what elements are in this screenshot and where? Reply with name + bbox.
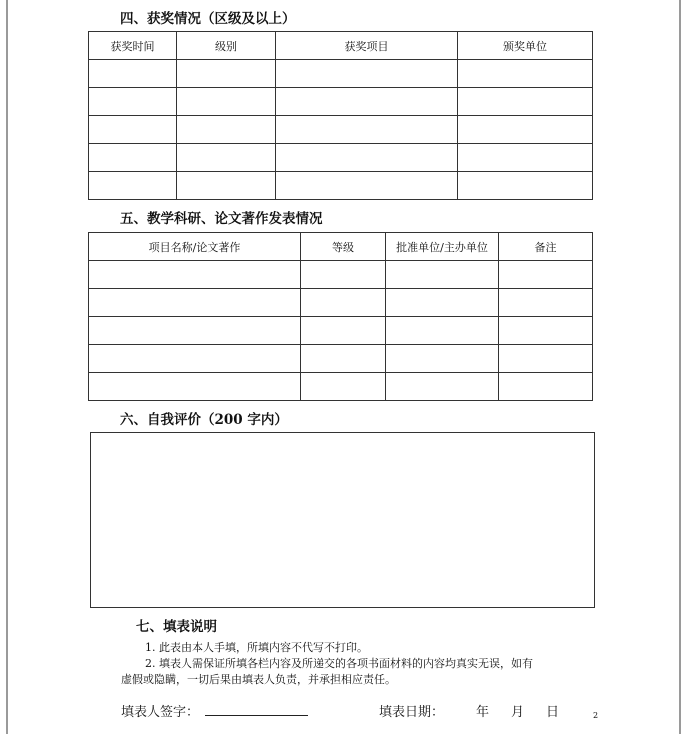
page-right-border [679,0,681,734]
awards-heading: 四、获奖情况（区级及以上） [120,11,296,27]
table-row [89,373,593,401]
table-cell[interactable] [177,172,276,200]
table-cell[interactable] [386,373,499,401]
table-row [89,345,593,373]
table-cell[interactable] [276,172,458,200]
self-eval-heading: 六、自我评价（200 字内） [120,412,288,428]
table-cell[interactable] [276,144,458,172]
table-cell[interactable] [276,116,458,144]
table-cell[interactable] [89,373,301,401]
table-cell[interactable] [89,144,177,172]
table-cell[interactable] [499,373,593,401]
research-table [88,232,593,401]
research-header-row [89,233,593,261]
table-row [89,144,593,172]
table-cell[interactable] [276,88,458,116]
research-col-approver: 批准单位/主办单位 [386,233,499,261]
table-cell[interactable] [177,144,276,172]
instruction-line-2-cont: 虚假或隐瞒，一切后果由填表人负责，并承担相应责任。 [121,673,396,686]
research-col-title: 项目名称/论文著作 [89,233,301,261]
self-eval-box[interactable] [90,432,595,608]
table-cell[interactable] [89,116,177,144]
table-cell[interactable] [301,289,386,317]
table-row [89,60,593,88]
date-year: 年 [476,705,490,720]
table-cell[interactable] [301,317,386,345]
table-cell[interactable] [89,261,301,289]
table-cell[interactable] [458,172,593,200]
table-cell[interactable] [458,88,593,116]
date-month: 月 [511,705,525,720]
table-cell[interactable] [301,373,386,401]
awards-col-time: 获奖时间 [89,32,177,60]
table-cell[interactable] [386,289,499,317]
table-cell[interactable] [177,88,276,116]
instructions-heading: 七、填表说明 [136,619,217,635]
table-cell[interactable] [458,116,593,144]
awards-col-issuer: 颁奖单位 [458,32,593,60]
table-cell[interactable] [499,345,593,373]
table-cell[interactable] [386,345,499,373]
date-day: 日 [546,705,560,720]
research-col-grade: 等级 [301,233,386,261]
table-cell[interactable] [386,261,499,289]
table-cell[interactable] [499,261,593,289]
table-cell[interactable] [301,345,386,373]
page-number: 2 [593,711,599,720]
table-cell[interactable] [177,60,276,88]
table-row [89,116,593,144]
date-label: 填表日期： [379,705,445,720]
table-cell[interactable] [89,317,301,345]
signature-label: 填表人签字： [121,705,200,720]
awards-table [88,31,593,200]
table-row [89,88,593,116]
research-heading: 五、教学科研、论文著作发表情况 [120,211,323,227]
table-cell[interactable] [89,172,177,200]
page-left-border [6,0,8,734]
table-cell[interactable] [499,317,593,345]
signature-line[interactable] [205,715,308,716]
table-cell[interactable] [458,144,593,172]
table-cell[interactable] [499,289,593,317]
table-row [89,172,593,200]
table-cell[interactable] [177,116,276,144]
awards-header-row [89,32,593,60]
table-cell[interactable] [458,60,593,88]
table-cell[interactable] [276,60,458,88]
table-cell[interactable] [386,317,499,345]
instruction-line-1: 1. 此表由本人手填，所填内容不代写不打印。 [145,641,368,654]
table-row [89,261,593,289]
table-cell[interactable] [89,345,301,373]
table-row [89,317,593,345]
awards-col-project: 获奖项目 [276,32,458,60]
table-cell[interactable] [301,261,386,289]
instruction-line-2: 2. 填表人需保证所填各栏内容及所递交的各项书面材料的内容均真实无误，如有 [145,657,533,670]
table-row [89,289,593,317]
awards-col-level: 级别 [177,32,276,60]
research-col-remarks: 备注 [499,233,593,261]
table-cell[interactable] [89,289,301,317]
table-cell[interactable] [89,60,177,88]
table-cell[interactable] [89,88,177,116]
